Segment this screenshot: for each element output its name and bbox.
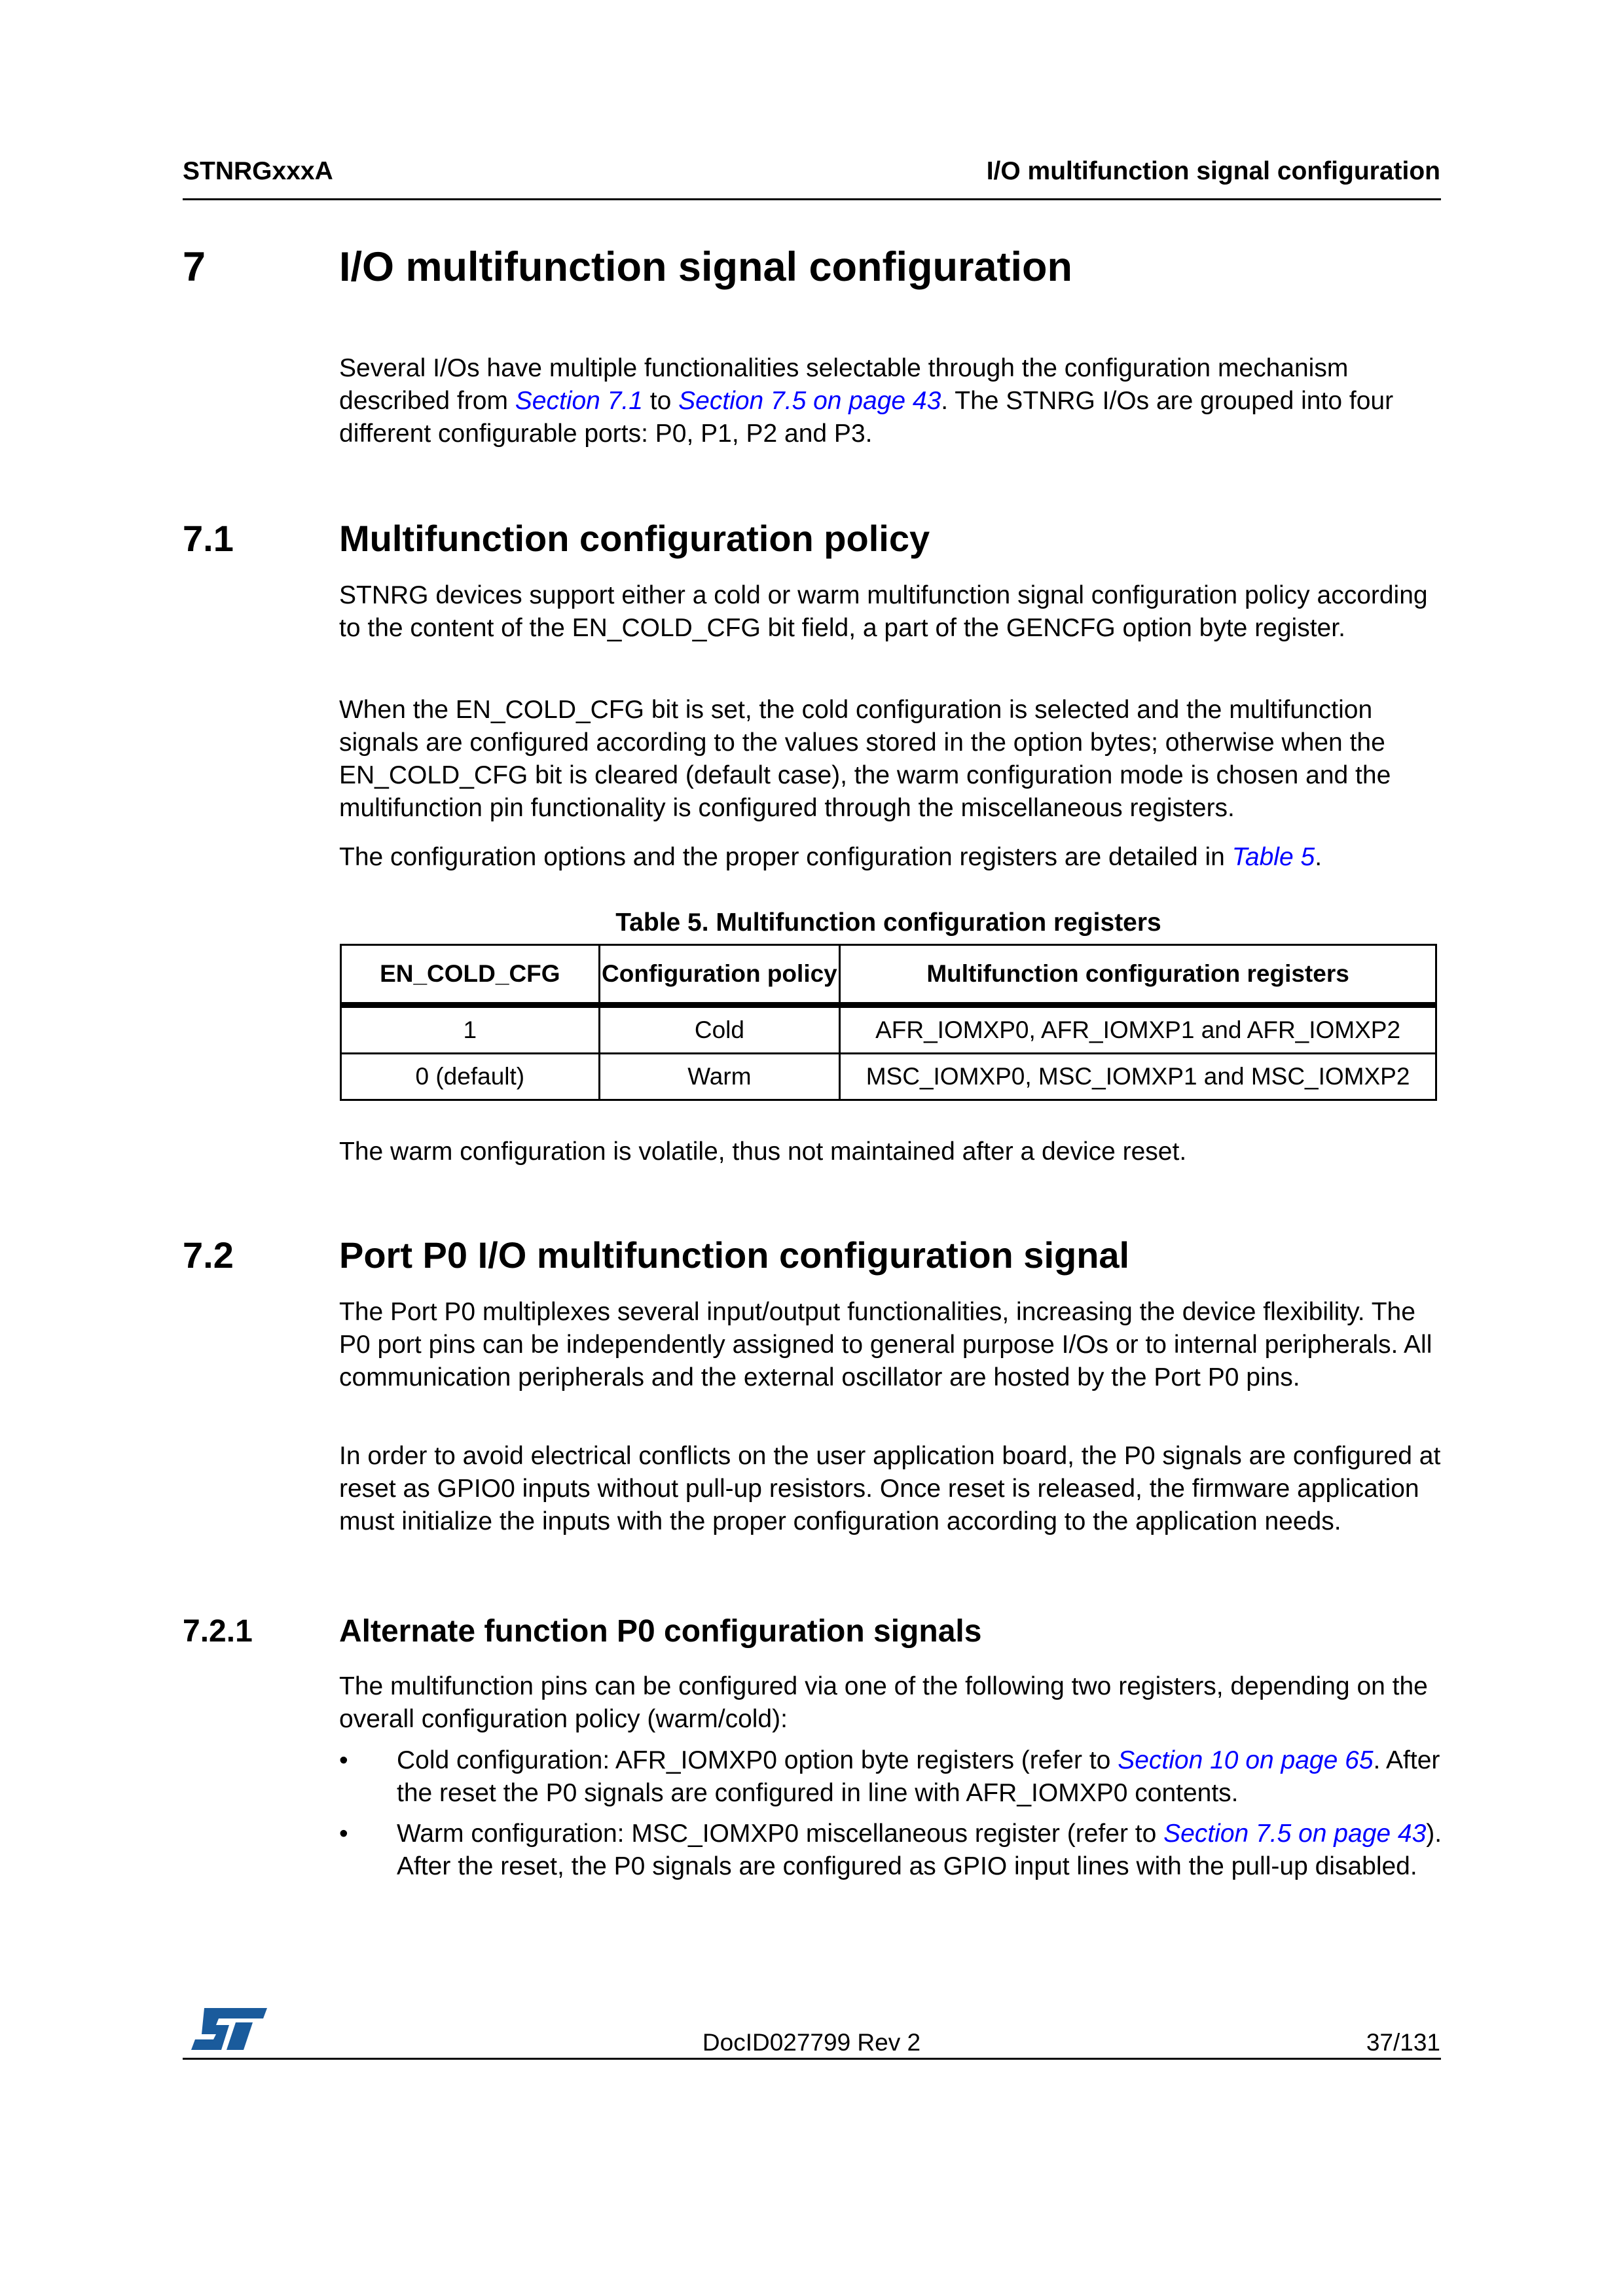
section-7-1-title: Multifunction configuration policy (339, 518, 930, 559)
intro-text-3: . The STNRG I/Os are grouped into four different configurable ports: P0, P1, P2 and P3. (339, 387, 1394, 448)
table-header-cell: Multifunction configuration registers (840, 945, 1436, 1005)
para-3-text-1: The configuration options and the proper configuration registers are detailed in (339, 843, 1232, 871)
link-table-5[interactable]: Table 5 (1231, 843, 1315, 871)
bullet-item-warm (339, 1818, 1446, 1916)
para-3-text-2: . (1315, 843, 1322, 871)
link-section-7-5[interactable]: Section 7.5 on page 43 (1163, 1820, 1427, 1848)
table-header-cell: EN_COLD_CFG (341, 945, 600, 1005)
section-7-2-title: Port P0 I/O multifunction configuration signal (339, 1234, 1130, 1276)
table-cell: Cold (599, 1005, 840, 1054)
bullet-icon: • (339, 1746, 348, 1774)
intro-text-2: to (642, 387, 679, 415)
bullet-text-part: . After the reset the P0 signals are configured in line with AFR_IOMXP0 contents. (397, 1746, 1440, 1807)
table-cell: 1 (341, 1005, 600, 1054)
bullet-text-part: Warm configuration: MSC_IOMXP0 miscellaneous register (refer to (397, 1820, 1164, 1848)
link-section-10[interactable]: Section 10 on page 65 (1118, 1746, 1374, 1774)
table-cell: AFR_IOMXP0, AFR_IOMXP1 and AFR_IOMXP2 (840, 1005, 1436, 1054)
section-7-2-para-1: The Port P0 multiplexes several input/output functionalities, increasing the device flexibility. The P0 port pins can be independently assigned to general purpose I/Os or to internal peripherals. All communication peripherals and the external oscillator are hosted by the Port P0 pins. (339, 1298, 1432, 1391)
table-cell: Warm (599, 1054, 840, 1100)
section-7-2-number: 7.2 (183, 1234, 234, 1276)
section-7-intro (339, 352, 1446, 450)
table-5 (340, 944, 1437, 1101)
bullet-icon: • (339, 1820, 348, 1848)
section-7-2-para-2: In order to avoid electrical conflicts on the user application board, the P0 signals are configured at reset as GPIO0 inputs without pull-up resistors. Once reset is released, the firmware application must initialize the inputs with the proper configuration according to the application needs. (339, 1442, 1441, 1535)
header-rule (183, 198, 1441, 200)
bullet-text (397, 1818, 1446, 1883)
table-row (341, 1054, 1436, 1100)
section-7-2-1-title: Alternate function P0 configuration signals (339, 1614, 982, 1649)
table-header-cell: Configuration policy (599, 945, 840, 1005)
bullet-text-part: Cold configuration: AFR_IOMXP0 option byte registers (refer to (397, 1746, 1118, 1774)
section-7-2-1-number: 7.2.1 (183, 1614, 253, 1649)
intro-text-1: Several I/Os have multiple functionalities selectable through the configuration mechanism described from (339, 354, 1349, 415)
section-7-title: I/O multifunction signal configuration (339, 244, 1072, 290)
table-5-caption: Table 5. Multifunction configuration registers (615, 908, 1161, 937)
section-7-1-para-2: When the EN_COLD_CFG bit is set, the cold configuration is selected and the multifunction signals are configured according to the values stored in the option bytes; otherwise when the EN_COLD_CFG bit is cleared (default case), the warm configuration mode is chosen and the multifunction pin functionality is configured through the miscellaneous registers. (339, 696, 1391, 822)
table-header-row (341, 945, 1436, 1005)
footer-rule (183, 2058, 1441, 2060)
header-doc-name: STNRGxxxA (183, 157, 333, 185)
link-section-7-5[interactable]: Section 7.5 on page 43 (678, 387, 941, 415)
header-chapter-title: I/O multifunction signal configuration (986, 157, 1440, 185)
table-cell: 0 (default) (341, 1054, 600, 1100)
table-cell: MSC_IOMXP0, MSC_IOMXP1 and MSC_IOMXP2 (840, 1054, 1436, 1100)
section-7-1-para-3 (339, 841, 1446, 874)
bullet-text (397, 1744, 1446, 1810)
section-7-1-number: 7.1 (183, 518, 234, 559)
section-7-1-para-1: STNRG devices support either a cold or warm multifunction signal configuration policy according to the content of the EN_COLD_CFG bit field, a part of the GENCFG option byte register. (339, 581, 1428, 642)
table-row (341, 1005, 1436, 1054)
bullet-item-cold (339, 1744, 1446, 1810)
footer-page-number: 37/131 (1366, 2029, 1440, 2056)
link-section-7-1[interactable]: Section 7.1 (515, 387, 643, 415)
section-7-1-para-4: The warm configuration is volatile, thus not maintained after a device reset. (339, 1138, 1187, 1166)
bullet-text-part: ). After the reset, the P0 signals are configured as GPIO input lines with the pull-up disabled. (397, 1820, 1442, 1880)
footer-doc-id: DocID027799 Rev 2 (702, 2029, 921, 2056)
section-7-2-1-para-1: The multifunction pins can be configured via one of the following two registers, depending on the overall configuration policy (warm/cold): (339, 1672, 1428, 1733)
section-7-number: 7 (183, 244, 206, 290)
